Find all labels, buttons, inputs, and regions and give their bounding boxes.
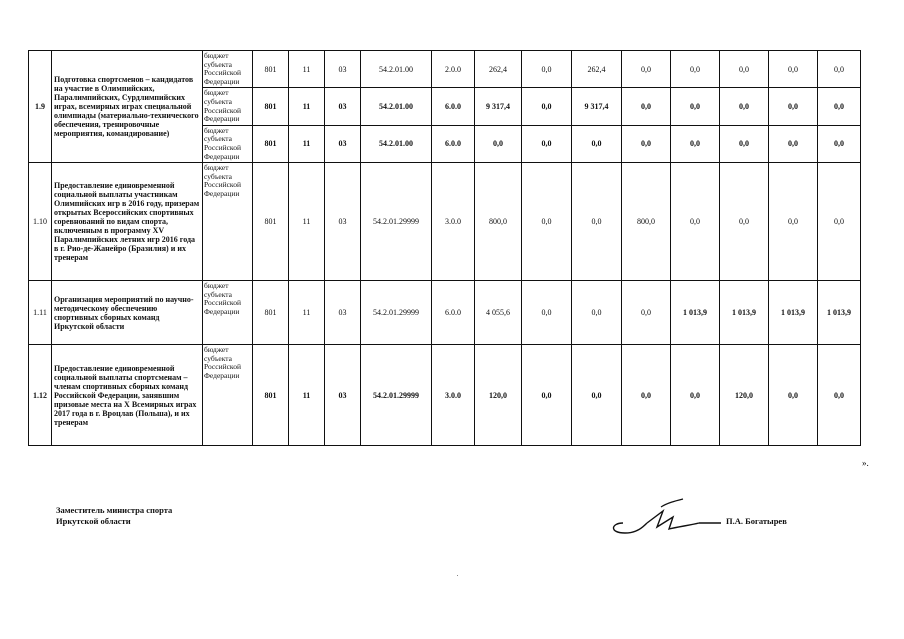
amount-cell: 4 055,6 xyxy=(475,281,522,345)
amount-cell: 0,0 xyxy=(522,163,572,281)
amount-cell: 800,0 xyxy=(622,163,671,281)
funding-source: бюджет субъекта Российской Федерации xyxy=(203,125,253,162)
code-expense-type: 6.0.0 xyxy=(432,281,475,345)
code-section: 11 xyxy=(289,88,325,125)
amount-cell: 0,0 xyxy=(522,88,572,125)
code-expense-type: 6.0.0 xyxy=(432,125,475,162)
amount-cell: 0,0 xyxy=(572,125,622,162)
amount-cell: 1 013,9 xyxy=(818,281,861,345)
code-subsection: 03 xyxy=(325,281,361,345)
row-index: 1.10 xyxy=(29,163,52,281)
activity-name: Предоставление единовременной социальной выплаты участникам Олимпийских игр в 2016 году, призерам открытых Всероссийских спортивных соревнований по видам спорта, включенным в программу XV Паралимпийских летних игр 2016 года в г. Рио-де-Жанейро (Бразилия) и их тренерам xyxy=(52,163,203,281)
amount-cell: 9 317,4 xyxy=(475,88,522,125)
amount-cell: 0,0 xyxy=(622,281,671,345)
funding-source: бюджет субъекта Российской Федерации xyxy=(203,163,253,281)
handwritten-signature xyxy=(603,493,723,541)
amount-cell: 0,0 xyxy=(572,345,622,446)
amount-cell: 0,0 xyxy=(622,51,671,88)
code-subsection: 03 xyxy=(325,51,361,88)
funding-source: бюджет субъекта Российской Федерации xyxy=(203,88,253,125)
code-grbs: 801 xyxy=(253,281,289,345)
amount-cell: 262,4 xyxy=(572,51,622,88)
signer-name: П.А. Богатырев xyxy=(726,516,787,526)
activity-name: Организация мероприятий по научно-методическому обеспечению спортивных сборных команд Иркутской области xyxy=(52,281,203,345)
position-line-2: Иркутской области xyxy=(56,516,131,526)
table-row xyxy=(29,163,861,281)
amount-cell: 1 013,9 xyxy=(720,281,769,345)
code-grbs: 801 xyxy=(253,345,289,446)
amount-cell: 9 317,4 xyxy=(572,88,622,125)
code-grbs: 801 xyxy=(253,51,289,88)
amount-cell: 0,0 xyxy=(475,125,522,162)
code-subsection: 03 xyxy=(325,163,361,281)
amount-cell: 0,0 xyxy=(720,163,769,281)
code-expense-type: 3.0.0 xyxy=(432,163,475,281)
amount-cell: 0,0 xyxy=(818,163,861,281)
code-section: 11 xyxy=(289,125,325,162)
code-expense-type: 6.0.0 xyxy=(432,88,475,125)
code-section: 11 xyxy=(289,51,325,88)
table-row xyxy=(29,281,861,345)
code-grbs: 801 xyxy=(253,88,289,125)
code-target-article: 54.2.01.29999 xyxy=(361,281,432,345)
amount-cell: 800,0 xyxy=(475,163,522,281)
amount-cell: 120,0 xyxy=(475,345,522,446)
amount-cell: 0,0 xyxy=(769,88,818,125)
code-target-article: 54.2.01.29999 xyxy=(361,163,432,281)
code-target-article: 54.2.01.00 xyxy=(361,51,432,88)
row-index: 1.11 xyxy=(29,281,52,345)
amount-cell: 0,0 xyxy=(818,345,861,446)
row-index: 1.12 xyxy=(29,345,52,446)
amount-cell: 0,0 xyxy=(522,51,572,88)
code-expense-type: 2.0.0 xyxy=(432,51,475,88)
code-section: 11 xyxy=(289,345,325,446)
funding-source: бюджет субъекта Российской Федерации xyxy=(203,345,253,446)
code-grbs: 801 xyxy=(253,125,289,162)
table-row xyxy=(29,345,861,446)
amount-cell: 1 013,9 xyxy=(671,281,720,345)
amount-cell: 0,0 xyxy=(572,281,622,345)
activity-name: Подготовка спортсменов – кандидатов на участие в Олимпийских, Паралимпийских, Сурдлимпийских играх, всемирных играх специальной олимпиады (материально-технического обеспечения, тренировочные мероприятия, командирование) xyxy=(52,51,203,163)
funding-source: бюджет субъекта Российской Федерации xyxy=(203,281,253,345)
amount-cell: 0,0 xyxy=(720,88,769,125)
amount-cell: 0,0 xyxy=(818,88,861,125)
code-subsection: 03 xyxy=(325,88,361,125)
scan-speck xyxy=(457,575,458,576)
code-expense-type: 3.0.0 xyxy=(432,345,475,446)
amount-cell: 0,0 xyxy=(572,163,622,281)
position-line-1: Заместитель министра спорта xyxy=(56,505,173,515)
amount-cell: 0,0 xyxy=(522,281,572,345)
amount-cell: 0,0 xyxy=(622,88,671,125)
amount-cell: 0,0 xyxy=(671,51,720,88)
code-section: 11 xyxy=(289,281,325,345)
signatory-position xyxy=(56,505,172,527)
closing-quote-mark: ». xyxy=(862,458,869,468)
amount-cell: 262,4 xyxy=(475,51,522,88)
amount-cell: 0,0 xyxy=(671,125,720,162)
amount-cell: 0,0 xyxy=(769,125,818,162)
amount-cell: 1 013,9 xyxy=(769,281,818,345)
amount-cell: 0,0 xyxy=(769,51,818,88)
amount-cell: 0,0 xyxy=(671,345,720,446)
code-target-article: 54.2.01.00 xyxy=(361,125,432,162)
code-target-article: 54.2.01.00 xyxy=(361,88,432,125)
amount-cell: 0,0 xyxy=(671,88,720,125)
budget-table xyxy=(28,50,861,446)
table-row xyxy=(29,51,861,88)
amount-cell: 0,0 xyxy=(769,163,818,281)
amount-cell: 0,0 xyxy=(622,345,671,446)
code-subsection: 03 xyxy=(325,345,361,446)
amount-cell: 0,0 xyxy=(622,125,671,162)
amount-cell: 0,0 xyxy=(818,51,861,88)
amount-cell: 120,0 xyxy=(720,345,769,446)
amount-cell: 0,0 xyxy=(671,163,720,281)
amount-cell: 0,0 xyxy=(720,51,769,88)
code-target-article: 54.2.01.29999 xyxy=(361,345,432,446)
amount-cell: 0,0 xyxy=(818,125,861,162)
code-grbs: 801 xyxy=(253,163,289,281)
activity-name: Предоставление единовременной социальной выплаты спортсменам – членам спортивных сборных команд Российской Федерации, занявшим призовые места на X Всемирных играх 2017 года в г. Вроцлав (Польша), и их тренерам xyxy=(52,345,203,446)
funding-source: бюджет субъекта Российской Федерации xyxy=(203,51,253,88)
amount-cell: 0,0 xyxy=(769,345,818,446)
code-section: 11 xyxy=(289,163,325,281)
row-index: 1.9 xyxy=(29,51,52,163)
amount-cell: 0,0 xyxy=(522,345,572,446)
code-subsection: 03 xyxy=(325,125,361,162)
amount-cell: 0,0 xyxy=(522,125,572,162)
amount-cell: 0,0 xyxy=(720,125,769,162)
